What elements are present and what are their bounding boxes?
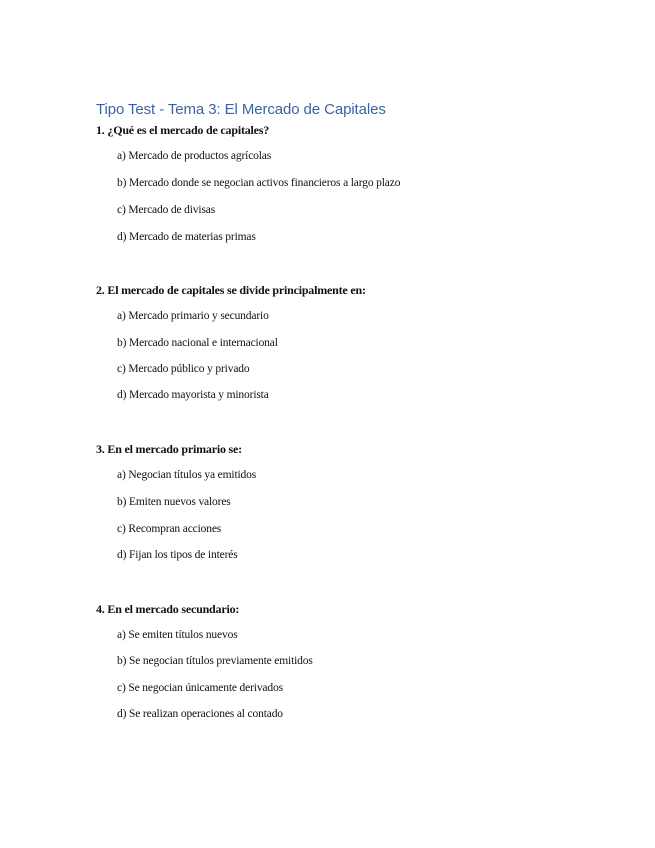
question-1-option-d: d) Mercado de materias primas bbox=[117, 231, 256, 243]
question-2: 2. El mercado de capitales se divide principalmente en: bbox=[96, 283, 366, 297]
question-3-option-a: a) Negocian títulos ya emitidos bbox=[117, 469, 257, 481]
question-1-option-c: c) Mercado de divisas bbox=[117, 204, 216, 216]
question-4-option-a: a) Se emiten títulos nuevos bbox=[117, 629, 238, 641]
question-2-option-c: c) Mercado público y privado bbox=[117, 363, 250, 375]
question-2-option-d: d) Mercado mayorista y minorista bbox=[117, 389, 269, 401]
question-3-option-c: c) Recompran acciones bbox=[117, 523, 222, 535]
question-4-option-c: c) Se negocian únicamente derivados bbox=[117, 682, 283, 694]
document-title: Tipo Test - Tema 3: El Mercado de Capitales bbox=[96, 101, 386, 118]
question-4-option-d: d) Se realizan operaciones al contado bbox=[117, 708, 283, 720]
question-3-option-b: b) Emiten nuevos valores bbox=[117, 496, 231, 508]
question-4: 4. En el mercado secundario: bbox=[96, 602, 240, 616]
question-1-option-a: a) Mercado de productos agrícolas bbox=[117, 150, 272, 162]
question-2-option-b: b) Mercado nacional e internacional bbox=[117, 337, 278, 349]
question-3: 3. En el mercado primario se: bbox=[96, 442, 242, 456]
question-2-option-a: a) Mercado primario y secundario bbox=[117, 310, 269, 322]
question-1-option-b: b) Mercado donde se negocian activos financieros a largo plazo bbox=[117, 177, 401, 189]
question-1: 1. ¿Qué es el mercado de capitales? bbox=[96, 123, 270, 137]
question-3-option-d: d) Fijan los tipos de interés bbox=[117, 549, 238, 561]
question-4-option-b: b) Se negocian títulos previamente emitidos bbox=[117, 655, 313, 667]
